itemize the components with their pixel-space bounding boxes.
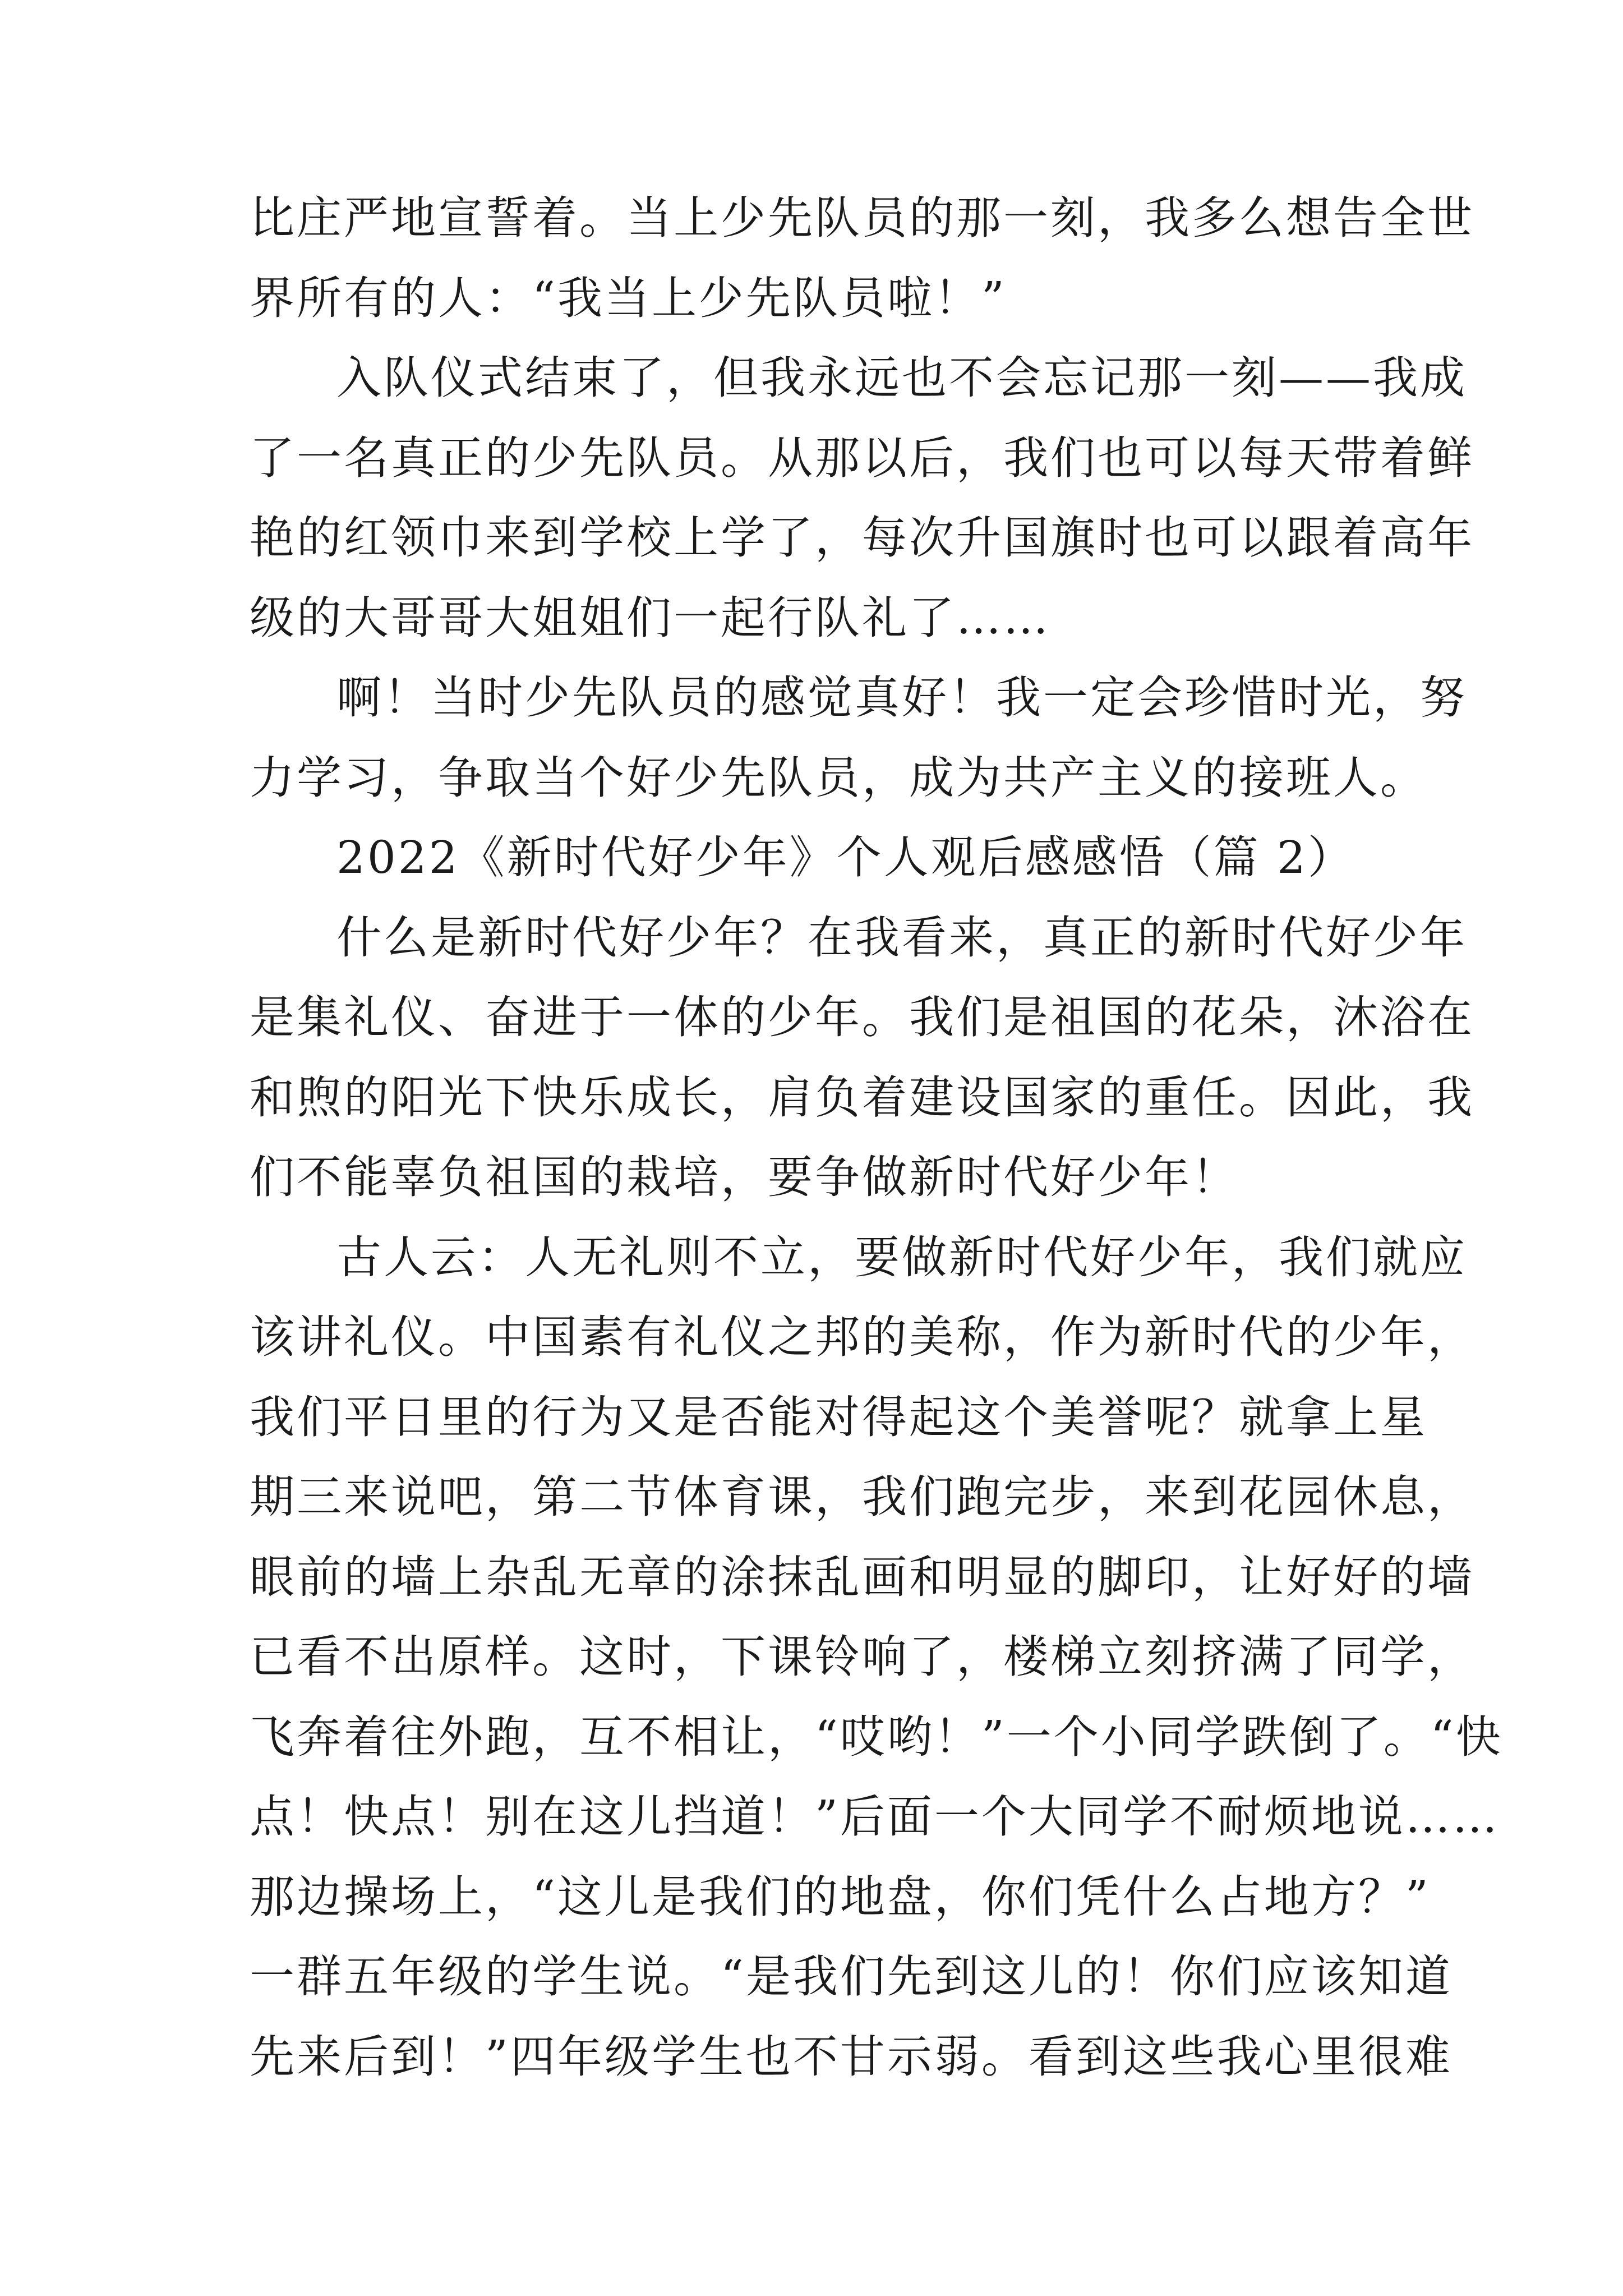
text-line: 是集礼仪、奋进于一体的少年。我们是祖国的花朵，沐浴在 <box>250 991 1474 1043</box>
text-line: 入队仪式结束了，但我永远也不会忘记那一刻——我成 <box>336 352 1467 404</box>
text-line: 点！快点！别在这儿挡道！”后面一个大同学不耐烦地说…… <box>250 1791 1500 1843</box>
text-line: 们不能辜负祖国的栽培，要争做新时代好少年！ <box>250 1151 1239 1203</box>
text-line: 了一名真正的少先队员。从那以后，我们也可以每天带着鲜 <box>250 431 1474 484</box>
text-line: 该讲礼仪。中国素有礼仪之邦的美称，作为新时代的少年， <box>250 1311 1474 1363</box>
text-line: 什么是新时代好少年？在我看来，真正的新时代好少年 <box>336 911 1467 964</box>
text-line: 我们平日里的行为又是否能对得起这个美誉呢？就拿上星 <box>250 1391 1427 1443</box>
text-line: 级的大哥哥大姐姐们一起行队礼了…… <box>250 591 1050 644</box>
text-line: 已看不出原样。这时，下课铃响了，楼梯立刻挤满了同学， <box>250 1631 1474 1683</box>
text-line: 飞奔着往外跑，互不相让，“哎哟！”一个小同学跌倒了。“快 <box>250 1710 1503 1763</box>
text-line: 力学习，争取当个好少先队员，成为共产主义的接班人。 <box>250 751 1427 804</box>
text-line: 先来后到！”四年级学生也不甘示弱。看到这些我心里很难 <box>250 2030 1453 2083</box>
body-text <box>250 178 1503 2097</box>
section-heading: 2022《新时代好少年》个人观后感感悟（篇 2） <box>336 831 1355 884</box>
text-line: 古人云：人无礼则不立，要做新时代好少年，我们就应 <box>336 1231 1467 1283</box>
text-line: 期三来说吧，第二节体育课，我们跑完步，来到花园休息， <box>250 1471 1474 1523</box>
text-line: 界所有的人：“我当上少先队员啦！” <box>250 272 1007 324</box>
text-line: 那边操场上，“这儿是我们的地盘，你们凭什么占地方？” <box>250 1870 1431 1923</box>
text-line: 艳的红领巾来到学校上学了，每次升国旗时也可以跟着高年 <box>250 512 1474 564</box>
text-line: 眼前的墙上杂乱无章的涂抹乱画和明显的脚印，让好好的墙 <box>250 1550 1474 1603</box>
text-line: 一群五年级的学生说。“是我们先到这儿的！你们应该知道 <box>250 1950 1453 2003</box>
text-line: 啊！当时少先队员的感觉真好！我一定会珍惜时光，努 <box>336 671 1467 724</box>
text-line: 和煦的阳光下快乐成长，肩负着建设国家的重任。因此，我 <box>250 1071 1474 1124</box>
text-line: 比庄严地宣誓着。当上少先队员的那一刻，我多么想告全世 <box>250 192 1474 244</box>
